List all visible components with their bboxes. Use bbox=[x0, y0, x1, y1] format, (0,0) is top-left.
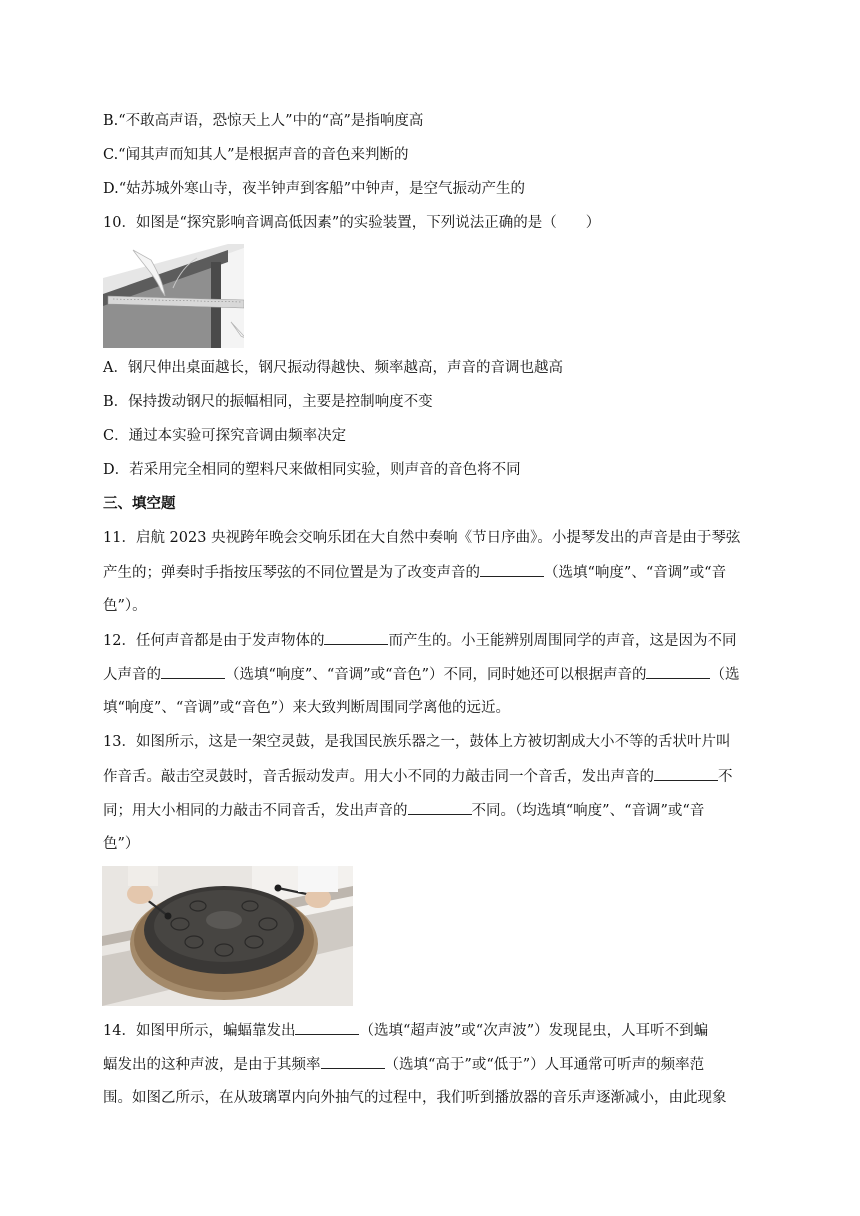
q10-stem: 10．如图是“探究影响音调高低因素”的实验装置，下列说法正确的是（ ） bbox=[103, 215, 601, 231]
q14-text-a: 14．如图甲所示，蝙蝠靠发出 bbox=[103, 1023, 296, 1039]
q14-text-d: （选填“高于”或“低于”）人耳通常可听声的频率范 bbox=[384, 1057, 705, 1073]
q13-line-2 bbox=[103, 766, 764, 787]
q11-text-a: 产生的；弹奏时手指按压琴弦的不同位置是为了改变声音的 bbox=[103, 565, 480, 581]
q12-line-3: 填“响度”、“音调”或“音色”）来大致判断周围同学离他的远近。 bbox=[103, 700, 510, 716]
q13-line-3 bbox=[103, 800, 764, 821]
q12-answer-blank-1[interactable] bbox=[324, 630, 388, 645]
q13-line-1: 13．如图所示，这是一架空灵鼓，是我国民族乐器之一，鼓体上方被切割成大小不等的舌状叶片叫 bbox=[103, 734, 731, 750]
q12-text-c: 人声音的 bbox=[103, 667, 161, 683]
q13-text-d: 不同。（均选填“响度”、“音调”或“音 bbox=[471, 803, 705, 819]
q14-text-c: 蝠发出的这种声波，是由于其频率 bbox=[103, 1057, 321, 1073]
q9-option-d: D.“姑苏城外寒山寺，夜半钟声到客船”中钟声，是空气振动产生的 bbox=[103, 181, 526, 197]
q12-text-e: （选 bbox=[710, 667, 740, 683]
q13-text-a: 作音舌。敲击空灵鼓时，音舌振动发声。用大小不同的力敲击同一个音舌，发出声音的 bbox=[103, 769, 654, 785]
q11-line-3: 色”）。 bbox=[103, 598, 147, 614]
q14-line-3: 围。如图乙所示，在从玻璃罩内向外抽气的过程中，我们听到播放器的音乐声逐渐减小，由此现象 bbox=[103, 1090, 727, 1106]
q14-text-b: （选填“超声波”或“次声波”）发现昆虫，人耳听不到蝙 bbox=[359, 1023, 709, 1039]
q10-option-d: D．若采用完全相同的塑料尺来做相同实验，则声音的音色将不同 bbox=[103, 462, 521, 478]
q12-answer-blank-3[interactable] bbox=[646, 664, 710, 679]
q13-answer-blank-1[interactable] bbox=[654, 766, 718, 781]
q11-line-1: 11．启航 2023 央视跨年晚会交响乐团在大自然中奏响《节日序曲》。小提琴发出的声音是由于琴弦 bbox=[103, 530, 741, 546]
q14-answer-blank-2[interactable] bbox=[321, 1054, 385, 1069]
q14-line-2 bbox=[103, 1054, 764, 1075]
q14-line-1 bbox=[103, 1020, 764, 1041]
q11-text-b: （选填“响度”、“音调”或“音 bbox=[544, 565, 727, 581]
q10-option-a: A．钢尺伸出桌面越长，钢尺振动得越快、频率越高，声音的音调也越高 bbox=[103, 360, 563, 376]
q13-answer-blank-2[interactable] bbox=[408, 800, 472, 815]
q13-text-b: 不 bbox=[718, 769, 733, 785]
hang-drum-photo bbox=[102, 866, 353, 1006]
q14-answer-blank-1[interactable] bbox=[295, 1020, 359, 1035]
section-heading-fill-in: 三、填空题 bbox=[103, 496, 176, 512]
q12-line-2 bbox=[103, 664, 764, 685]
q11-answer-blank[interactable] bbox=[480, 562, 544, 577]
q10-option-b: B．保持拨动钢尺的振幅相同，主要是控制响度不变 bbox=[103, 394, 433, 410]
q12-text-d: （选填“响度”、“音调”或“音色”）不同，同时她还可以根据声音的 bbox=[225, 667, 647, 683]
q9-option-c: C.“闻其声而知其人”是根据声音的音色来判断的 bbox=[103, 147, 409, 163]
q12-text-a: 12．任何声音都是由于发声物体的 bbox=[103, 633, 325, 649]
ruler-experiment-figure bbox=[103, 244, 244, 348]
q10-option-c: C．通过本实验可探究音调由频率决定 bbox=[103, 428, 347, 444]
q9-option-b: B.“不敢高声语，恐惊天上人”中的“高”是指响度高 bbox=[103, 113, 424, 129]
q11-line-2 bbox=[103, 562, 764, 583]
q12-text-b: 而产生的。小王能辨别周围同学的声音，这是因为不同 bbox=[388, 633, 737, 649]
q13-line-4: 色”） bbox=[103, 836, 140, 852]
q12-answer-blank-2[interactable] bbox=[161, 664, 225, 679]
q12-line-1 bbox=[103, 630, 764, 651]
q13-text-c: 同；用大小相同的力敲击不同音舌，发出声音的 bbox=[103, 803, 408, 819]
